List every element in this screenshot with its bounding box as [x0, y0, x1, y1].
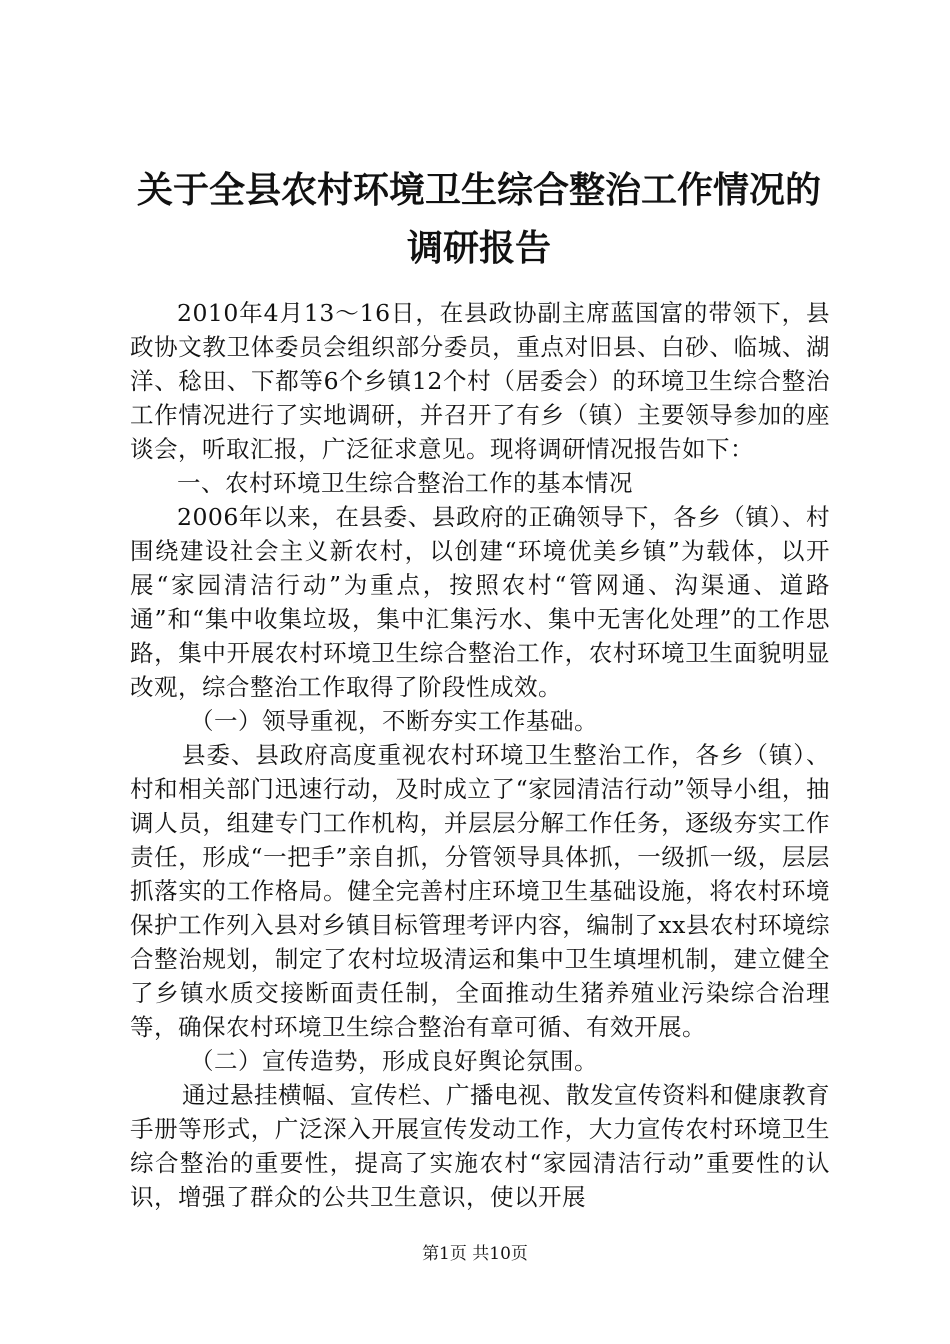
subsection-heading-2: （二）宣传造势，形成良好舆论氛围。 [190, 1047, 598, 1075]
section-heading-1: 一、农村环境卫生综合整治工作的基本情况 [177, 469, 633, 497]
paragraph-intro: 2010年4月13～16日，在县政协副主席蓝国富的带领下，县政协文教卫体委员会组织部分委员，重点对旧县、白砂、临城、湖洋、稔田、下都等6个乡镇12个村（居委会）的环境卫生综合整治工作情况进行了实地调研，并召开了有乡（镇）主要领导参加的座谈会，听取汇报，广泛征求意见。现将调研情况报告如下： [130, 299, 830, 463]
paragraph-leadership: 县委、县政府高度重视农村环境卫生整治工作，各乡（镇）、村和相关部门迅速行动，及时成立了“家园清洁行动”领导小组，抽调人员，组建专门工作机构，并层层分解工作任务，逐级夯实工作责任，形成“一把手”亲自抓，分管领导具体抓，一级抓一级，层层抓落实的工作格局。健全完善村庄环境卫生基础设施，将农村环境保护工作列入县对乡镇目标管理考评内容，编制了xx县农村环境综合整治规划，制定了农村垃圾清运和集中卫生填埋机制，建立健全了乡镇水质交接断面责任制，全面推动生猪养殖业污染综合治理等，确保农村环境卫生综合整治有章可循、有效开展。 [130, 741, 830, 1041]
document-body [130, 296, 830, 1214]
subsection-heading-1: （一）领导重视，不断夯实工作基础。 [190, 707, 598, 735]
page-number-footer: 第1页 共10页 [422, 1244, 528, 1264]
document-title: 关于全县农村环境卫生综合整治工作情况的调研报告 [136, 170, 821, 269]
paragraph-basic-situation: 2006年以来，在县委、县政府的正确领导下，各乡（镇）、村围绕建设社会主义新农村，以创建“环境优美乡镇”为载体，以开展“家园清洁行动”为重点，按照农村“管网通、沟渠通、道路通”和“集中收集垃圾，集中汇集污水、集中无害化处理”的工作思路，集中开展农村环境卫生综合整治工作，农村环境卫生面貌明显改观，综合整治工作取得了阶段性成效。 [130, 503, 830, 701]
paragraph-publicity: 通过悬挂横幅、宣传栏、广播电视、散发宣传资料和健康教育手册等形式，广泛深入开展宣传发动工作，大力宣传农村环境卫生综合整治的重要性，提高了实施农村“家园清洁行动”重要性的认识，增强了群众的公共卫生意识，使以开展 [130, 1081, 830, 1211]
